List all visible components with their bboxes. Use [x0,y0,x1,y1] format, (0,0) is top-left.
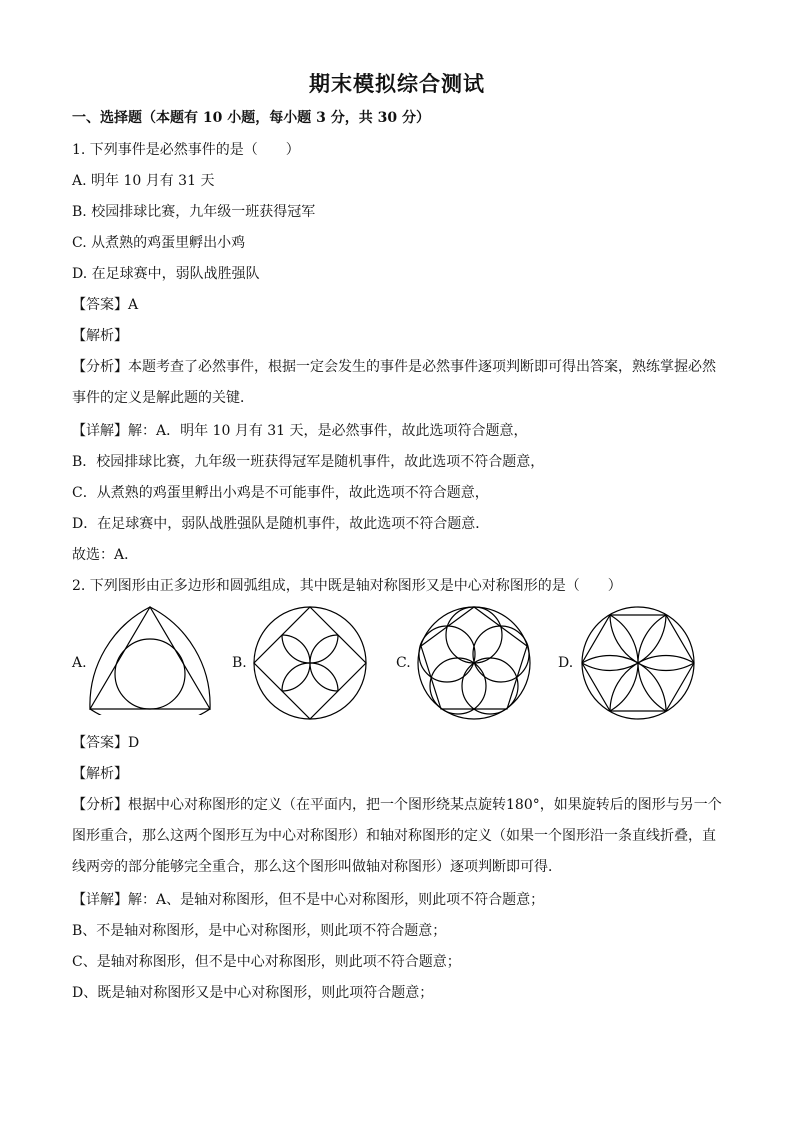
q2-label-c: C. [396,655,411,671]
figure-a [86,603,214,715]
q1-answer: 【答案】A [72,297,139,313]
q2-analysis: 【分析】根据中心对称图形的定义（在平面内，把一个图形绕某点旋转180°，如果旋转后的图形与另一个图形重合，那么这两个图形互为中心对称图形）和轴对称图形的定义（如果一个图形沿一条直线折叠，直线两旁的部分能够完全重合，那么这个图形叫做轴对称图形）逐项判断即可得． [72,797,722,875]
q1-option-c: C. 从煮熟的鸡蛋里孵出小鸡 [72,235,246,251]
page-title: 期末模拟综合测试 [309,71,485,96]
q1-detail-1: 【详解】解：A．明年 10 月有 31 天，是必然事件，故此选项符合题意， [72,423,528,439]
q2-answer: 【答案】D [72,735,140,751]
q2-detail-4: D、既是轴对称图形又是中心对称图形，则此项符合题意； [72,985,434,1001]
figure-c [414,603,534,723]
q1-stem: 1. 下列事件是必然事件的是（ ） [72,142,300,158]
q2-detail-2: B、不是轴对称图形，是中心对称图形，则此项不符合题意； [72,923,447,939]
q2-detail-3: C、是轴对称图形，但不是中心对称图形，则此项不符合题意； [72,954,461,970]
q2-label-a: A. [72,655,87,671]
q2-detail-1: 【详解】解：A、是轴对称图形，但不是中心对称图形，则此项不符合题意； [72,892,545,908]
q1-analysis: 【分析】本题考查了必然事件，根据一定会发生的事件是必然事件逐项判断即可得出答案，熟练掌握必然事件的定义是解此题的关键． [72,359,716,406]
q2-label-d: D. [558,655,574,671]
q1-detail-3: C．从煮熟的鸡蛋里孵出小鸡是不可能事件，故此选项不符合题意， [72,485,489,501]
q2-analysis-heading: 【解析】 [72,766,128,782]
q1-option-a: A. 明年 10 月有 31 天 [72,173,215,189]
q1-detail-2: B．校园排球比赛，九年级一班获得冠军是随机事件，故此选项不符合题意， [72,454,545,470]
figure-d [578,603,698,723]
q1-detail-4: D．在足球赛中，弱队战胜强队是随机事件，故此选项不符合题意． [72,516,490,532]
figure-b [250,603,370,723]
section-heading: 一、选择题（本题有 10 小题，每小题 3 分，共 30 分） [72,110,430,126]
q1-analysis-heading: 【解析】 [72,328,128,344]
q2-stem: 2. 下列图形由正多边形和圆弧组成，其中既是轴对称图形又是中心对称图形的是（ ） [72,578,622,594]
q1-conclusion: 故选：A． [72,547,139,563]
q2-label-b: B. [232,655,247,671]
q1-option-d: D. 在足球赛中，弱队战胜强队 [72,266,260,282]
q1-option-b: B. 校园排球比赛，九年级一班获得冠军 [72,204,316,220]
